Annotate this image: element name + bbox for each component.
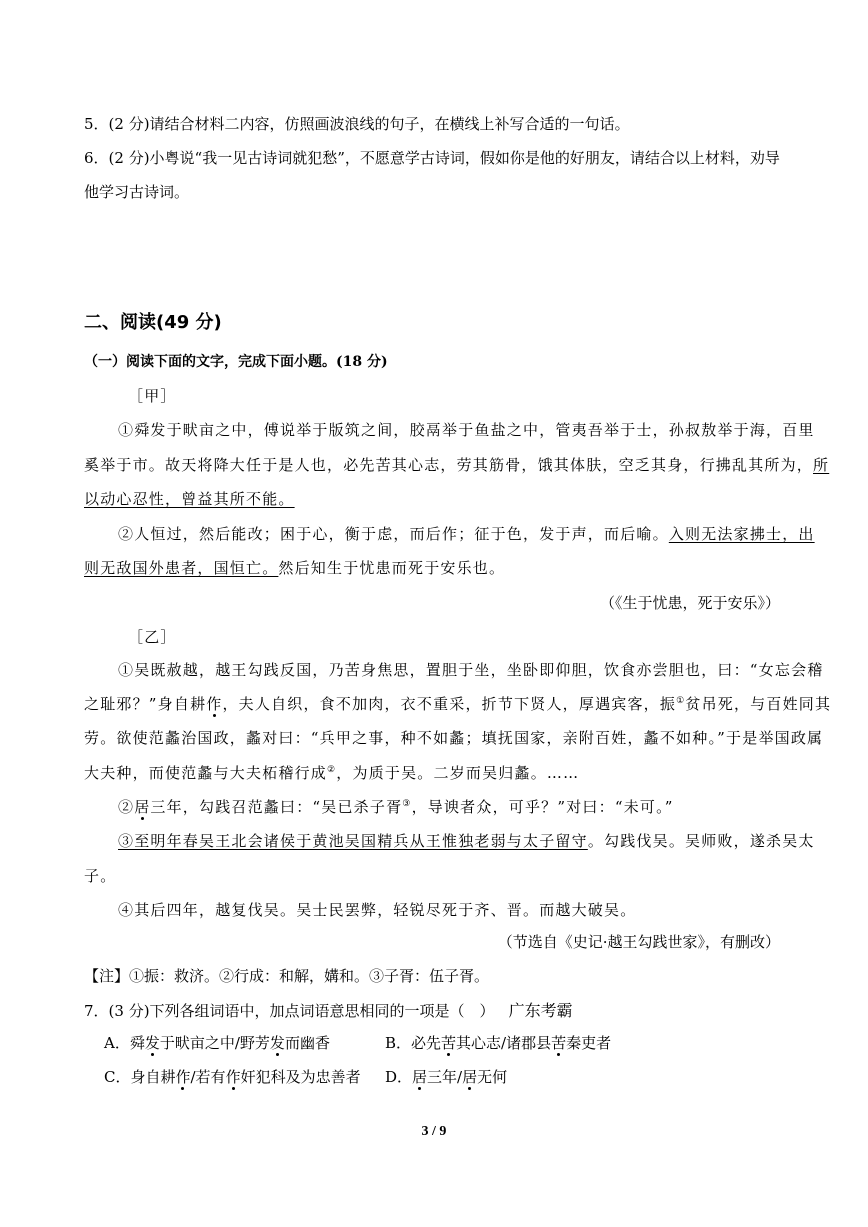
jia-plain-text: ②人恒过，然后能改；困于心，衡于虑，而后作；征于色，发于声，而后喻。 — [118, 525, 669, 543]
subsection-title: （一）阅读下面的文字，完成下面小题。(18 分) — [84, 354, 388, 370]
text-run: C．身自耕 — [104, 1068, 176, 1086]
jia-paragraph-1-line-3: 以动心忍性，曾益其所不能。 — [84, 490, 295, 508]
yi-paragraph-1-line-2 — [84, 694, 831, 714]
yi-paragraph-3-line-1 — [118, 831, 815, 851]
dotted-word: 作 — [206, 695, 223, 713]
text-run: ，为质于吴。二岁而吴归蠡。…… — [336, 764, 580, 782]
handwritten-watermark: 广东考霸 — [508, 1001, 573, 1020]
text-run: ② — [118, 798, 135, 816]
footnote-marker: ③ — [402, 799, 412, 809]
yi-paragraph-4: ④其后四年，越复伐吴。吴士民罢弊，轻锐尽死于齐、晋。而越大破吴。 — [118, 901, 637, 919]
jia-paragraph-1-line-1: ①舜发于畎亩之中，傅说举于版筑之间，胶鬲举于鱼盐之中，管夷吾举于士，孙叔敖举于海，百里 — [118, 421, 815, 439]
dotted-word: 作 — [225, 1068, 241, 1086]
option-d[interactable] — [385, 1067, 507, 1087]
question-6-line-1: 6．(2 分)小粤说“我一见古诗词就犯愁”，不愿意学古诗词，假如你是他的好朋友，请结合以上材料，劝导 — [84, 149, 780, 167]
text-run: ，导谀者众，可乎？”对曰：“未可。” — [411, 798, 674, 816]
dotted-word: 发 — [269, 1034, 285, 1052]
text-run: 无何 — [477, 1068, 508, 1086]
jia-paragraph-2-line-2 — [84, 558, 505, 578]
text-run: ，夫人自织，食不加肉，衣不重采，折节下贤人，厚遇宾客，振 — [222, 695, 677, 713]
yi-underlined-text: ③至明年春吴王北会诸侯于黄池吴国精兵从王惟独老弱与太子留守 — [118, 832, 588, 850]
yi-paragraph-1-line-3: 劳。欲使范蠡治国政，蠡对曰：“兵甲之事，种不如蠡；填抚国家，亲附百姓，蠡不如种。”于是举国政属 — [84, 729, 824, 747]
passage-yi-label: ［乙］ — [128, 628, 177, 646]
text-run: 而幽香 — [284, 1034, 330, 1052]
text-run: 三年，勾践召范蠡曰：“吴已杀子胥 — [150, 798, 403, 816]
yi-paragraph-2 — [118, 797, 674, 817]
text-run: 大夫种，而使范蠡与大夫柘稽行成 — [84, 764, 328, 782]
footnote-marker: ② — [327, 765, 337, 775]
jia-paragraph-1-line-2 — [84, 455, 829, 475]
yi-paragraph-1-line-1: ①吴既赦越，越王勾践反国，乃苦身焦思，置胆于坐，坐卧即仰胆，饮食亦尝胆也，曰：“女忘会稽 — [118, 661, 824, 679]
question-7 — [84, 1001, 573, 1021]
text-run: 之耻邪？”身自耕 — [84, 695, 207, 713]
jia-plain-text: 奚举于市。故天将降大任于是人也，必先苦其心志，劳其筋骨，饿其体肤，空乏其身，行拂乱其所为， — [84, 456, 814, 474]
text-run: 其心志/诸郡县 — [456, 1034, 552, 1052]
text-run: 三年/ — [427, 1068, 463, 1086]
jia-source: （《生于忧患，死于安乐》） — [599, 594, 780, 612]
footnote-marker: ① — [676, 696, 686, 706]
dotted-word: 发 — [144, 1034, 160, 1052]
text-run: B．必先 — [385, 1034, 442, 1052]
dotted-word: 苦 — [441, 1034, 457, 1052]
dotted-word: 居 — [412, 1068, 428, 1086]
text-run: D． — [385, 1068, 413, 1086]
question-7-text: 7．(3 分)下列各组词语中，加点词语意思相同的一项是（ ） — [84, 1002, 495, 1020]
passage-jia-label: ［甲］ — [128, 387, 177, 405]
option-b[interactable] — [385, 1033, 611, 1053]
text-run: /若有 — [190, 1068, 226, 1086]
jia-paragraph-2-line-1 — [118, 524, 815, 544]
page-number: 3 / 9 — [421, 1124, 447, 1139]
text-run: 秦吏者 — [566, 1034, 612, 1052]
yi-paragraph-3-line-2: 子。 — [84, 867, 117, 885]
section-title: 二、阅读(49 分) — [84, 312, 222, 333]
yi-source: （节选自《史记·越王勾践世家》，有删改） — [497, 933, 780, 951]
text-run: 奸犯科及为忠善者 — [240, 1068, 361, 1086]
option-a[interactable] — [104, 1033, 330, 1053]
jia-plain-text: 然后知生于忧患而死于安乐也。 — [278, 559, 506, 577]
text-run: 贫吊死，与百姓同其 — [685, 695, 832, 713]
question-5: 5．(2 分)请结合材料二内容，仿照画波浪线的句子，在横线上补写合适的一句话。 — [84, 115, 630, 133]
yi-plain-text: 。勾践伐吴。吴师败，遂杀吴太 — [587, 832, 815, 850]
footnotes: 【注】①振：救济。②行成：和解，媾和。③子胥：伍子胥。 — [84, 967, 490, 985]
dotted-word: 居 — [134, 798, 151, 816]
jia-underlined-text: 则无敌国外患者，国恒亡。 — [84, 559, 279, 577]
option-c[interactable] — [104, 1067, 361, 1087]
dotted-word: 苦 — [551, 1034, 567, 1052]
jia-underlined-text: 入则无法家拂士，出 — [668, 525, 815, 543]
text-run: 于畎亩之中/野芳 — [159, 1034, 270, 1052]
question-6-line-2: 他学习古诗词。 — [84, 183, 190, 201]
dotted-word: 作 — [175, 1068, 191, 1086]
dotted-word: 居 — [462, 1068, 478, 1086]
jia-underlined-text: 所 — [813, 456, 830, 474]
text-run: A．舜 — [104, 1034, 145, 1052]
yi-paragraph-1-line-4 — [84, 763, 579, 783]
